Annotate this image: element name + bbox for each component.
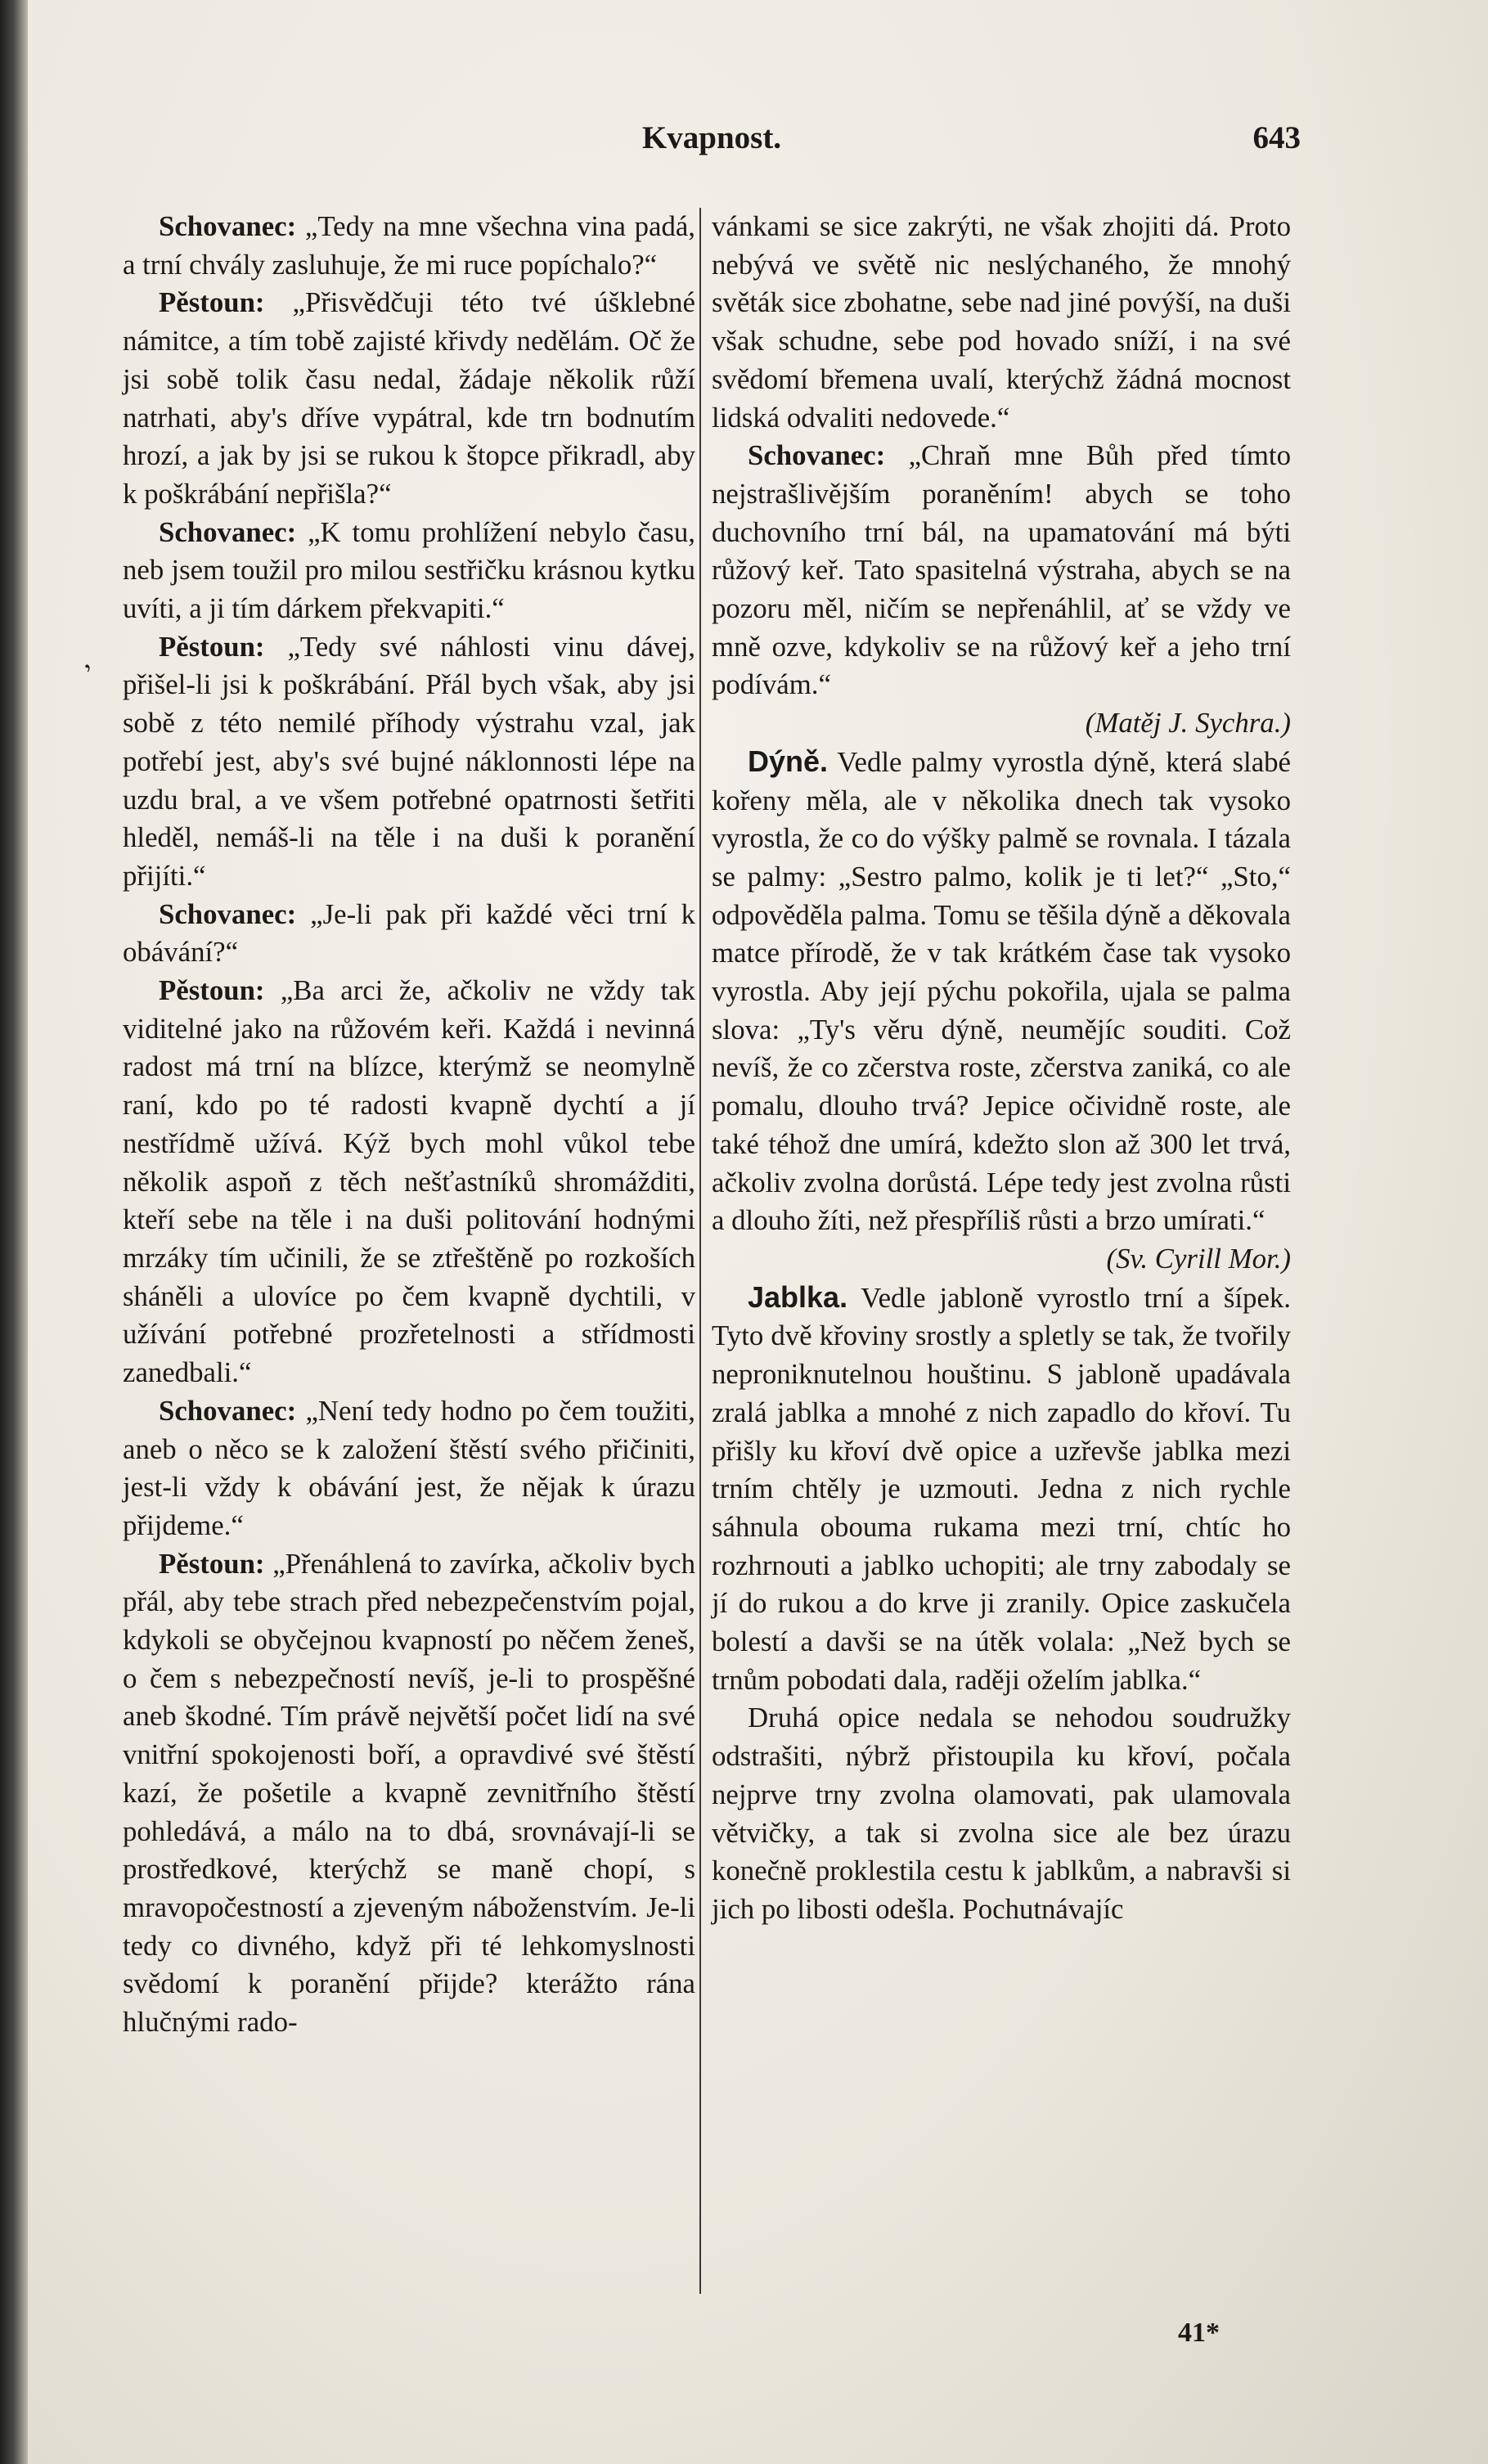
speaker-label: Schovanec: [159, 515, 297, 548]
scan-edge [0, 0, 28, 2464]
dialogue-paragraph [123, 896, 695, 972]
fable-text: Vedle palmy vyrostla dýně, která slabé kořeny měla, ale v několika dnech tak vysoko vyrostla, že co do výšky palmě se rovnala. I tázala se palmy: „Sestro palmo, kolik je ti let?“ „Sto,“ odpověděla palma. Tomu se těšila dýně a děkovala matce přírodě, že v tak krátkém čase tak vysoko vyrostla. Aby její pýchu pokořila, ujala se palma slova: „Ty's věru dýně, neumějíc souditi. Což nevíš, že co zčerstva roste, zčerstva zaniká, co ale pomalu, dlouho trvá? Jepice očividně roste, ale také téhož dne umírá, kdežto slon až 300 let trvá, ačkoliv zvolna dorůstá. Lépe tedy jest zvolna růsti a dlouho žíti, než přespříliš růsti a brzo umírati.“ [712, 745, 1291, 1237]
dialogue-text: „Chraň mne Bůh před tímto nejstrašlivějším poraněním! abych se toho duchovního trní bál, na upamatování má býti růžový keř. Tato spasitelná výstraha, abych se na pozoru měl, ničím se nepřenáhlil, ať se vždy ve mně ozve, kdykoliv se na růžový keř a jeho trní podívám.“ [712, 439, 1291, 701]
speaker-label: Pěstoun: [159, 974, 265, 1007]
fable-paragraph [712, 1279, 1291, 1700]
dialogue-paragraph [123, 284, 695, 513]
continued-paragraph: vánkami se sice zakrýti, ne však zhojiti dá. Proto nebývá ve světě nic neslýchaného, že mnohý světák sice zbohatne, sebe nad jiné povýší, na duši však schudne, sebe pod hovado sníží, i na své svědomí břemena uvalí, kterýchž žádná mocnost lidská odvaliti nedovede.“ [712, 210, 1291, 434]
dialogue-paragraph [123, 972, 695, 1392]
signature-mark: 41* [1178, 2318, 1220, 2348]
speaker-label: Schovanec: [748, 439, 886, 472]
fable-heading: Dýně. [748, 744, 829, 778]
dialogue-text: „Tedy své náhlosti vinu dávej, přišel-li jsi k poškrábání. Přál bych však, aby jsi sobě z této nemilé příhody výstrahu vzal, jak potřebí jest, aby's své bujné náklonnosti lépe na uzdu bral, a ve všem potřebné opatrnosti šetřiti hleděl, nemáš-li na těle i na duši k poranění přijíti.“ [123, 630, 696, 892]
speaker-label: Schovanec: [159, 1394, 297, 1427]
column-divider [699, 208, 701, 2294]
fable-heading: Jablka. [748, 1279, 848, 1314]
left-column [123, 208, 695, 2042]
dialogue-text: „Přenáhlená to zavírka, ačkoliv bych přál, aby tebe strach před nebezpečenstvím pojal, kdykoli se obyčejnou kvapností po něčem ženeš, o čem s nebezpečností nevíš, je-li to prospěšné aneb škodné. Tím právě největší počet lidí na své vnitřní spokojenosti boří, a opravdivé své štěstí kazí, že pošetile a kvapně zevnitřního štěstí pohledává, a málo na to dbá, srovnávají-li se prostředkové, kterýchž se maně chopí, s mravopočestností a zjeveným náboženstvím. Je-li tedy co divného, když při té lehkomyslnosti svědomí k poranění přijde? kterážto rána hlučnými rado- [123, 1547, 695, 2039]
right-column [712, 208, 1291, 1929]
dialogue-text: „Tedy na mne všechna vina padá, a trní chvály zasluhuje, že mi ruce popíchalo?“ [123, 210, 696, 281]
dialogue-text: „Není tedy hodno po čem toužiti, aneb o něco se k založení štěstí svého přičiniti, jest-li vždy k obávání jest, že nějak k úrazu přijdeme.“ [123, 1394, 695, 1541]
speaker-label: Schovanec: [159, 897, 297, 930]
author-signature: (Sv. Cyrill Mor.) [1106, 1242, 1291, 1275]
dialogue-text: „Je-li pak při každé věci trní k obávání?“ [123, 897, 695, 969]
stray-mark: , [73, 645, 94, 675]
dialogue-paragraph [712, 437, 1291, 704]
fable-paragraph [712, 743, 1291, 1240]
speaker-label: Pěstoun: [159, 1547, 265, 1580]
dialogue-text: „Přisvědčuji této tvé úšklebné námitce, a tím tobě zajisté křivdy nedělám. Oč že jsi sobě tolik času nedal, žádaje několik růží natrhati, aby's dříve vypátral, kde trn bodnutím hrozí, a jak by jsi se rukou k štopce přikradl, aby k poškrábání nepřišla?“ [123, 286, 695, 510]
dialogue-paragraph [123, 1392, 695, 1545]
fable-paragraph: Druhá opice nedala se nehodou soudružky odstrašiti, nýbrž přistoupila ku křoví, počala nejprve trny zvolna olamovati, pak ulamovala větvičky, a tak si zvolna sice ale bez úrazu konečně proklestila cestu k jablkům, a nabravši si jich po libosti odešla. Pochutnávajíc [712, 1702, 1291, 1925]
dialogue-paragraph [123, 208, 695, 284]
running-head [123, 119, 1301, 160]
speaker-label: Schovanec: [159, 210, 297, 242]
fable-text: Vedle jabloně vyrostlo trní a šípek. Tyto dvě křoviny srostly a spletly se tak, že tvořily neproniknutelnou houštinu. S jabloně upadávala zralá jablka a mnohé z nich zapadlo do křoví. Tu přišly ku křoví dvě opice a uzřevše jablka mezi trním chtěly je uzmouti. Jedna z nich rychle sáhnula oboumа rukama mezi trní, chtíc ho rozhrnouti a jablko uchopiti; ale trny zabodaly se jí do rukou a do krve ji zranily. Opice zaskučela bolestí a davši se na útěk volala: „Než bych se trnům pobodati dala, raději oželím jablka.“ [712, 1281, 1291, 1696]
dialogue-paragraph [123, 628, 695, 896]
speaker-label: Pěstoun: [159, 630, 265, 663]
page-title: Kvapnost. [641, 120, 782, 155]
page-number: 643 [1252, 120, 1301, 155]
dialogue-paragraph [123, 1545, 695, 2042]
dialogue-text: „K tomu prohlížení nebylo času, neb jsem toužil pro milou sestřičku krásnou kytku uvíti, a ji tím dárkem překvapiti.“ [123, 515, 695, 625]
speaker-label: Pěstoun: [159, 286, 265, 319]
dialogue-paragraph [123, 514, 695, 628]
dialogue-text: „Ba arci že, ačkoliv ne vždy tak viditelné jako na růžovém keři. Každá i nevinná radost má trní na blízce, kterýmž se neomylně raní, kdo po té radosti kvapně dychtí a jí nestřídmě užívá. Kýž bych mohl vůkol tebe několik aspoň z těch nešťastníků shromážditi, kteří sebe na těle i na duši politování hodnými mrzáky tím učinili, že se ztřeštěně po rozkoších sháněli a ulovíce po čem kvapně dychtili, v užívání potřebné prozřetelnosti a střídmosti zanedbali.“ [123, 974, 695, 1389]
author-signature: (Matěj J. Sychra.) [1085, 707, 1291, 740]
